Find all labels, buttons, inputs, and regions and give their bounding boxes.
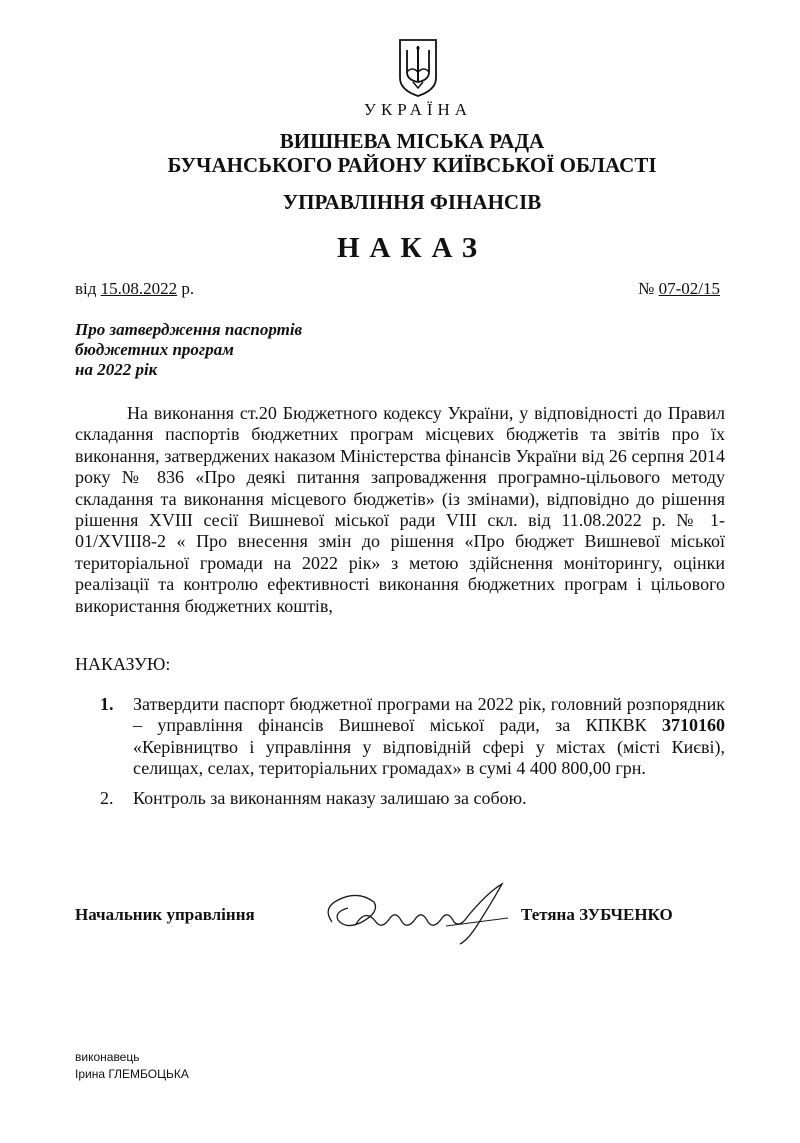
item-text-before: Затвердити паспорт бюджетної програми на 2022 рік, головний розпорядник – управління фінансів Вишневої міської ради, за КПКВК [133,694,725,736]
signatory-position: Начальник управління [75,905,255,924]
executor-name: Ірина ГЛЕМБОЦЬКА [75,1067,189,1081]
item-number: 1. [100,694,114,714]
council-name-line2: БУЧАНСЬКОГО РАЙОНУ КИЇВСЬКОЇ ОБЛАСТІ [167,153,657,177]
trident-emblem-icon [398,38,438,98]
budget-code: 3710160 [662,715,725,736]
order-subject [75,320,375,380]
date-value: 15.08.2022 [100,279,178,298]
order-date [75,279,194,299]
item-text: Контроль за виконанням наказу залишаю за собою. [133,787,527,808]
signatory-name: Тетяна ЗУБЧЕНКО [521,905,673,924]
order-number [638,279,720,299]
date-prefix: від [75,279,97,298]
document-title: НАКАЗ [336,232,488,264]
order-word: НАКАЗУЮ: [75,654,171,674]
preamble [75,403,725,617]
item-number: 2. [100,787,114,808]
country-name: УКРАЇНА [363,100,473,119]
handwritten-signature [318,878,518,948]
number-prefix: № [638,279,655,298]
subject-line: на 2022 рік [75,360,158,379]
council-name-line1: ВИШНЕВА МІСЬКА РАДА [279,129,545,153]
subject-line: бюджетних програм [75,340,234,359]
item-text-after: «Керівництво і управління у відповідній сфері у містах (місті Києві), селищах, селах, територіальних громадах» в сумі 4 400 800,00 грн. [133,736,725,779]
executor-label: виконавець [75,1050,140,1064]
order-items [100,694,725,809]
number-value: 07-02/15 [658,279,720,298]
order-item-2 [100,788,725,809]
subject-line: Про затвердження паспортів [75,320,303,339]
order-item-1 [100,694,725,780]
date-suffix: р. [181,279,195,298]
department-name: УПРАВЛІННЯ ФІНАНСІВ [282,190,542,214]
preamble-paragraph: На виконання ст.20 Бюджетного кодексу України, у відповідності до Правил складання паспортів бюджетних програм місцевих бюджетів та звітів про їх виконання, затверджених наказом Міністерства фінансів України від 26 серпня 2014 року № 836 «Про деякі питання запровадження програмно-цільового методу складання та виконання місцевого бюджетів» (із змінами), відповідно до рішення рішення XVIII сесії Вишневої міської ради VIII скл. від 11.08.2022 р. № 1-01/XVIII8-2 « Про внесення змін до рішення «Про бюджет Вишневої міської територіальної громади на 2022 рік» з метою здійснення моніторингу, оцінки реалізації та контролю ефективності виконання бюджетних програм і цільового використання бюджетних коштів, [75,403,725,616]
